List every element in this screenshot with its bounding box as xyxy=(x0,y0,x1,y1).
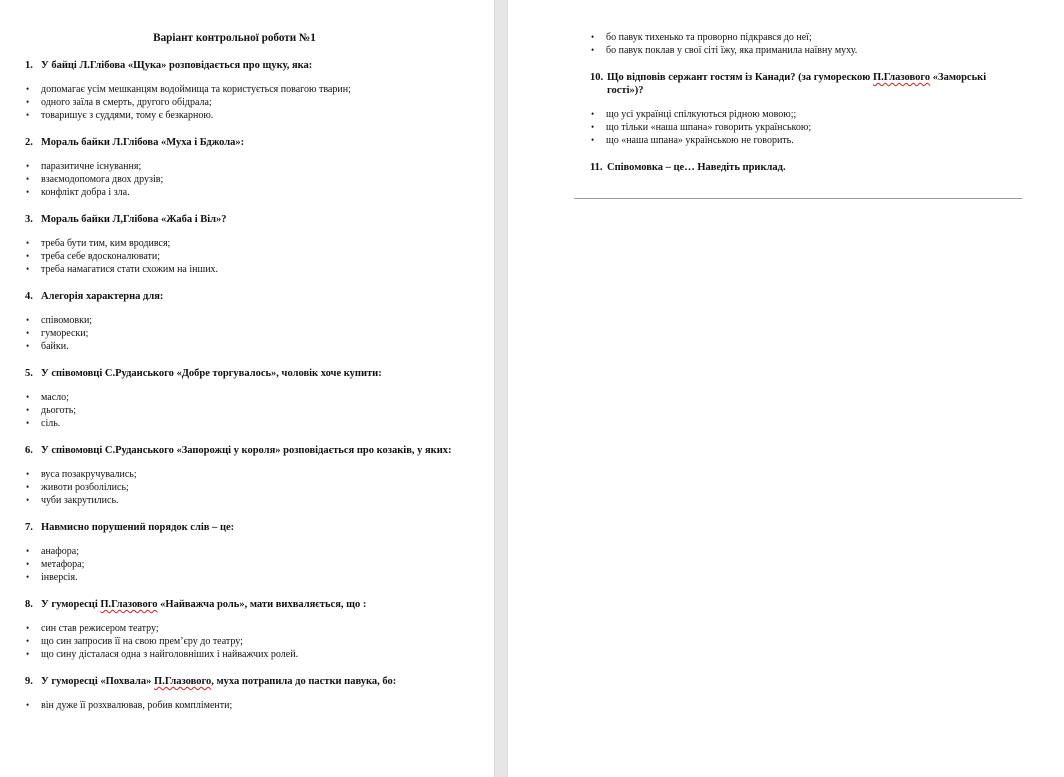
question-text-part: Співомовка – це… Наведіть приклад. xyxy=(607,162,786,173)
option-item xyxy=(25,173,474,186)
bullet-icon: • xyxy=(26,482,30,492)
bullet-icon: • xyxy=(26,546,30,556)
question-number: 6. xyxy=(25,445,33,456)
option-text: син став режисером театру; xyxy=(41,623,159,634)
question-text-part: , муха потрапила до пастки павука, бо: xyxy=(211,676,397,687)
question-text-part: У гуморесці xyxy=(41,599,101,610)
question-text xyxy=(607,71,1044,97)
question-number: 3. xyxy=(25,214,33,225)
option-item xyxy=(25,96,474,109)
answer-options xyxy=(25,622,474,661)
option-item xyxy=(25,263,474,276)
option-text: дьоготь; xyxy=(41,405,77,416)
option-item xyxy=(25,404,474,417)
bullet-icon: • xyxy=(26,649,30,659)
option-item xyxy=(25,340,474,353)
question-heading xyxy=(25,367,474,380)
question-heading xyxy=(25,444,474,457)
bullet-icon: • xyxy=(26,700,30,710)
question-text-part: Мораль байки Л,Глібова «Жаба і Віл»? xyxy=(41,214,227,225)
bullet-icon: • xyxy=(26,572,30,582)
question-heading xyxy=(590,71,1044,97)
question-number: 7. xyxy=(25,522,33,533)
option-item xyxy=(25,571,474,584)
option-text: що син запросив її на свою прем’єру до театру; xyxy=(41,636,243,647)
bullet-icon: • xyxy=(26,110,30,120)
spellcheck-word: П.Глазового xyxy=(154,676,212,687)
question-text-part: Що відповів сержант гостям із Канади? (за гуморескою xyxy=(607,72,873,83)
question-number: 11. xyxy=(590,162,603,173)
option-item xyxy=(25,468,474,481)
answer-options xyxy=(25,237,474,276)
question-text-part: У байці Л.Глібова «Щука» розповідається про щуку, яка: xyxy=(41,60,313,71)
option-text: допомагає усім мешканцям водоймища та користується повагою тварин; xyxy=(41,84,351,95)
option-text: байки. xyxy=(41,341,69,352)
option-item xyxy=(25,635,474,648)
question-text-part: У співомовці С.Руданського «Запорожці у короля» розповідається про козаків, у яких: xyxy=(41,445,452,456)
question-text xyxy=(41,675,474,688)
bullet-icon: • xyxy=(26,187,30,197)
question-text-part: Алегорія характерна для: xyxy=(41,291,164,302)
question-number: 4. xyxy=(25,291,33,302)
option-item xyxy=(25,327,474,340)
question-text xyxy=(41,290,474,303)
answer-options xyxy=(25,314,474,353)
answer-options xyxy=(25,545,474,584)
answer-options xyxy=(25,83,474,122)
question-text xyxy=(41,521,474,534)
bullet-icon: • xyxy=(26,636,30,646)
bullet-icon: • xyxy=(26,238,30,248)
question-text xyxy=(41,136,474,149)
question-number: 10. xyxy=(590,72,604,83)
question-text xyxy=(41,444,474,457)
option-text: животи розболілись; xyxy=(41,482,129,493)
bullet-icon: • xyxy=(26,469,30,479)
option-item xyxy=(25,417,474,430)
option-item xyxy=(25,391,474,404)
answer-options xyxy=(25,391,474,430)
question-text xyxy=(607,161,1044,174)
option-item xyxy=(590,44,1044,57)
question-text xyxy=(41,59,474,72)
option-text: бо павук тихенько та проворно підкрався до неї; xyxy=(606,32,812,43)
answer-options xyxy=(25,160,474,199)
option-text: треба себе вдосконалювати; xyxy=(41,251,161,262)
question-number: 8. xyxy=(25,599,33,610)
option-text: що тільки «наша шпана» говорить українською; xyxy=(606,122,812,133)
bullet-icon: • xyxy=(591,135,595,145)
question-text-part: «Заморські гості»)? xyxy=(607,72,987,96)
question-text xyxy=(41,598,474,611)
question-heading xyxy=(25,675,474,688)
bullet-icon: • xyxy=(26,495,30,505)
bullet-icon: • xyxy=(26,84,30,94)
question-text-part: Мораль байки Л.Глібова «Муха і Бджола»: xyxy=(41,137,245,148)
option-item xyxy=(25,494,474,507)
bullet-icon: • xyxy=(591,32,595,42)
bullet-icon: • xyxy=(26,559,30,569)
end-of-text-rule xyxy=(574,198,1022,199)
carry-over-options xyxy=(590,31,1044,57)
bullet-icon: • xyxy=(26,174,30,184)
option-item xyxy=(25,481,474,494)
option-text: сіль. xyxy=(41,418,61,429)
option-item xyxy=(25,545,474,558)
question-heading xyxy=(25,290,474,303)
option-text: що «наша шпана» українською не говорить. xyxy=(606,135,794,146)
bullet-icon: • xyxy=(26,341,30,351)
option-item xyxy=(25,109,474,122)
question-text-part: Навмисно порушений порядок слів – це: xyxy=(41,522,235,533)
option-text: що сину дісталася одна з найголовніших і найважчих ролей. xyxy=(41,649,299,660)
question-number: 1. xyxy=(25,60,33,71)
bullet-icon: • xyxy=(26,405,30,415)
option-item xyxy=(25,622,474,635)
bullet-icon: • xyxy=(591,45,595,55)
option-text: що усі українці спілкуються рідною мовою;; xyxy=(606,109,797,120)
option-text: треба бути тим, ким вродився; xyxy=(41,238,171,249)
bullet-icon: • xyxy=(26,392,30,402)
question-heading xyxy=(25,213,474,226)
option-item xyxy=(590,134,1044,147)
bullet-icon: • xyxy=(26,251,30,261)
option-text: анафора; xyxy=(41,546,79,557)
question-text-part: У гуморесці «Похвала» xyxy=(41,676,155,687)
bullet-icon: • xyxy=(26,623,30,633)
option-item xyxy=(25,648,474,661)
spellcheck-word: П.Глазового xyxy=(872,72,931,83)
answer-options xyxy=(590,108,1044,147)
answer-options xyxy=(25,468,474,507)
option-text: чуби закрутились. xyxy=(41,495,119,506)
question-heading xyxy=(25,521,474,534)
option-text: взаємодопомога двох друзів; xyxy=(41,174,164,185)
answer-options xyxy=(25,699,474,712)
question-list-left xyxy=(25,59,474,712)
question-text xyxy=(41,367,474,380)
document-page-right xyxy=(508,0,1064,777)
bullet-icon: • xyxy=(591,122,595,132)
question-text xyxy=(41,213,474,226)
bullet-icon: • xyxy=(26,97,30,107)
question-number: 5. xyxy=(25,368,33,379)
option-item xyxy=(25,699,474,712)
option-item xyxy=(590,31,1044,44)
question-number: 2. xyxy=(25,137,33,148)
option-text: товаришує з суддями, тому є безкарною. xyxy=(41,110,214,121)
bullet-icon: • xyxy=(591,109,595,119)
option-item xyxy=(25,558,474,571)
option-text: бо павук поклав у свої сіті їжу, яка приманила наївну муху. xyxy=(606,45,858,56)
option-text: співомовки; xyxy=(41,315,93,326)
option-item xyxy=(25,250,474,263)
bullet-icon: • xyxy=(26,418,30,428)
option-text: гуморески; xyxy=(41,328,89,339)
option-text: паразитичне існування; xyxy=(41,161,142,172)
bullet-icon: • xyxy=(26,315,30,325)
option-text: одного заїла в смерть, другого обідрала; xyxy=(41,97,212,108)
option-text: треба намагатися стати схожим на інших. xyxy=(41,264,219,275)
question-text-part: У співомовці С.Руданського «Добре торгувалось», чоловік хоче купити: xyxy=(41,368,382,379)
question-number: 9. xyxy=(25,676,33,687)
option-item xyxy=(590,108,1044,121)
bullet-icon: • xyxy=(26,328,30,338)
option-text: інверсія. xyxy=(41,572,78,583)
spellcheck-word: П.Глазового xyxy=(100,599,158,610)
question-heading xyxy=(25,59,474,72)
option-text: конфлікт добра і зла. xyxy=(41,187,130,198)
question-heading xyxy=(590,161,1044,174)
option-item xyxy=(25,186,474,199)
question-list-right xyxy=(590,71,1044,188)
option-text: вуса позакручувались; xyxy=(41,469,137,480)
option-item xyxy=(590,121,1044,134)
option-item xyxy=(25,237,474,250)
option-text: масло; xyxy=(41,392,69,403)
document-page-left xyxy=(0,0,494,777)
bullet-icon: • xyxy=(26,161,30,171)
option-item xyxy=(25,83,474,96)
question-heading xyxy=(25,136,474,149)
bullet-icon: • xyxy=(26,264,30,274)
question-heading xyxy=(25,598,474,611)
question-text-part: «Найважча роль», мати вихваляється, що : xyxy=(157,599,367,610)
option-item xyxy=(25,160,474,173)
document-title: Варіант контрольної роботи №1 xyxy=(153,32,316,44)
option-item xyxy=(25,314,474,327)
option-text: він дуже її розхвалював, робив компліменти; xyxy=(41,700,233,711)
option-text: метафора; xyxy=(41,559,85,570)
